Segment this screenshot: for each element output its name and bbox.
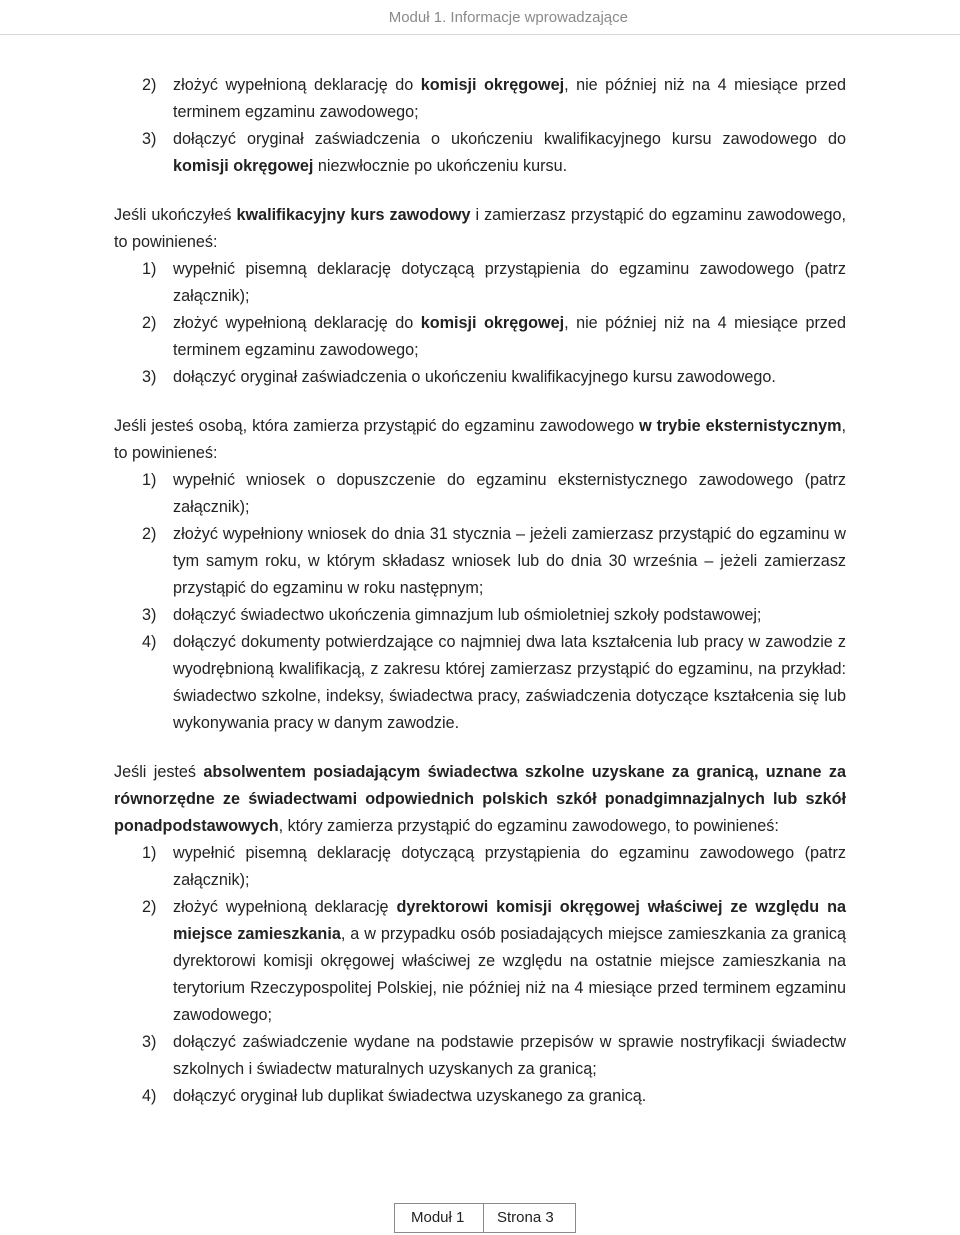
requirement-list (114, 840, 846, 1110)
footer-module-label: Moduł 1 (411, 1209, 465, 1226)
list-item (114, 256, 846, 310)
list-number: 3) (142, 606, 157, 624)
text-run: wypełnić wniosek o dopuszczenie do egzaminu eksternistycznego zawodowego (patrz załącznik); (173, 471, 846, 516)
text-run: Jeśli jesteś osobą, która zamierza przystąpić do egzaminu zawodowego (114, 417, 640, 435)
list-item (114, 521, 846, 602)
page-header (0, 0, 960, 36)
list-number: 3) (142, 368, 157, 386)
text-run: dołączyć dokumenty potwierdzające co najmniej dwa lata kształcenia lub pracy w zawodzie z wyodrębnioną kwalifikacją, z zakresu której zamierzasz przystąpić do egzaminu, na przykład: świadectwo szkolne, indeksy, świadectwa pracy, zaświadczenia dotyczące kształcenia się lub wykonywania pracy w danym zawodzie. (173, 633, 846, 732)
text-run: złożyć wypełnioną deklarację do (173, 314, 421, 332)
list-number: 2) (142, 898, 157, 916)
list-item (114, 72, 846, 126)
text-run: złożyć wypełnioną deklarację do (173, 76, 421, 94)
intro-paragraph (114, 202, 846, 256)
text-run: , nie później niż na 4 miesiące przed terminem egzaminu zawodowego; (173, 76, 846, 121)
list-number: 4) (142, 633, 157, 651)
list-item (114, 1083, 846, 1110)
text-run: dołączyć oryginał zaświadczenia o ukończeniu kwalifikacyjnego kursu zawodowego. (173, 368, 776, 386)
intro-paragraph (114, 413, 846, 467)
list-item (114, 364, 846, 391)
list-number: 2) (142, 525, 157, 543)
list-number: 4) (142, 1087, 157, 1105)
text-run: , a w przypadku osób posiadających miejsce zamieszkania za granicą dyrektorowi komisji okręgowej właściwej ze względu na ostatnie miejsce zamieszkania na terytorium Rzeczypospolitej Polskiej, nie później niż na 4 miesiące przed terminem egzaminu zawodowego; (173, 925, 846, 1024)
list-number: 2) (142, 76, 157, 94)
requirement-list (114, 256, 846, 391)
list-item (114, 602, 846, 629)
text-run: dołączyć świadectwo ukończenia gimnazjum lub ośmioletniej szkoły podstawowej; (173, 606, 762, 624)
list-item (114, 467, 846, 521)
text-run: dołączyć zaświadczenie wydane na podstawie przepisów w sprawie nostryfikacji świadectw szkolnych i świadectw maturalnych uzyskanych za granicą; (173, 1033, 846, 1078)
text-run: dołączyć oryginał lub duplikat świadectwa uzyskanego za granicą. (173, 1087, 647, 1105)
list-number: 1) (142, 844, 157, 862)
list-number: 3) (142, 130, 157, 148)
section-4 (114, 759, 846, 1110)
text-run: niezwłocznie po ukończeniu kursu. (313, 157, 568, 175)
list-item (114, 629, 846, 737)
list-item (114, 310, 846, 364)
text-run: Jeśli ukończyłeś (114, 206, 237, 224)
bold-text: dyrektorowi komisji okręgowej właściwej ze względu na miejsce zamieszkania (173, 898, 846, 943)
header-title: Moduł 1. Informacje wprowadzające (388, 9, 628, 26)
intro-paragraph (114, 759, 846, 840)
bold-text: absolwentem posiadającym świadectwa szkolne uzyskane za granicą, uznane za równorzędne ze świadectwami odpowiednich polskich szkół ponadgimnazjalnych lub szkół ponadpodstawowych (114, 763, 846, 835)
text-run: i zamierzasz przystąpić do egzaminu zawodowego, to powinieneś: (114, 206, 846, 251)
list-item (114, 126, 846, 180)
section-1 (114, 72, 846, 180)
page-footer (0, 1203, 960, 1235)
bold-text: komisji okręgowej (420, 314, 565, 332)
list-number: 2) (142, 314, 157, 332)
footer-separator (483, 1203, 484, 1233)
text-run: złożyć wypełnioną deklarację (173, 898, 397, 916)
header-rule (0, 34, 960, 35)
text-run: wypełnić pisemną deklarację dotyczącą przystąpienia do egzaminu zawodowego (patrz załącznik); (173, 844, 846, 889)
requirement-list (114, 467, 846, 737)
list-item (114, 1029, 846, 1083)
text-run: , który zamierza przystąpić do egzaminu zawodowego, to powinieneś: (278, 817, 779, 835)
list-item (114, 894, 846, 1029)
document-body (114, 72, 846, 1110)
list-number: 1) (142, 471, 157, 489)
list-number: 3) (142, 1033, 157, 1051)
bold-text: w trybie eksternistycznym (639, 417, 842, 435)
bold-text: komisji okręgowej (173, 157, 314, 175)
section-2 (114, 202, 846, 391)
footer-page-label: Strona 3 (497, 1209, 554, 1226)
bold-text: komisji okręgowej (420, 76, 565, 94)
text-run: złożyć wypełniony wniosek do dnia 31 stycznia – jeżeli zamierzasz przystąpić do egzaminu w tym samym roku, w którym składasz wniosek lub do dnia 30 września – jeżeli zamierzasz przystąpić do egzaminu w roku następnym; (173, 525, 846, 597)
section-3 (114, 413, 846, 737)
text-run: , to powinieneś: (114, 417, 847, 462)
text-run: Jeśli jesteś (114, 763, 204, 781)
text-run: dołączyć oryginał zaświadczenia o ukończeniu kwalifikacyjnego kursu zawodowego do (173, 130, 846, 148)
list-item (114, 840, 846, 894)
footer-box (394, 1203, 576, 1233)
text-run: wypełnić pisemną deklarację dotyczącą przystąpienia do egzaminu zawodowego (patrz załącznik); (173, 260, 846, 305)
bold-text: kwalifikacyjny kurs zawodowy (236, 206, 471, 224)
text-run: , nie później niż na 4 miesiące przed terminem egzaminu zawodowego; (173, 314, 846, 359)
requirement-list (114, 72, 846, 180)
list-number: 1) (142, 260, 157, 278)
